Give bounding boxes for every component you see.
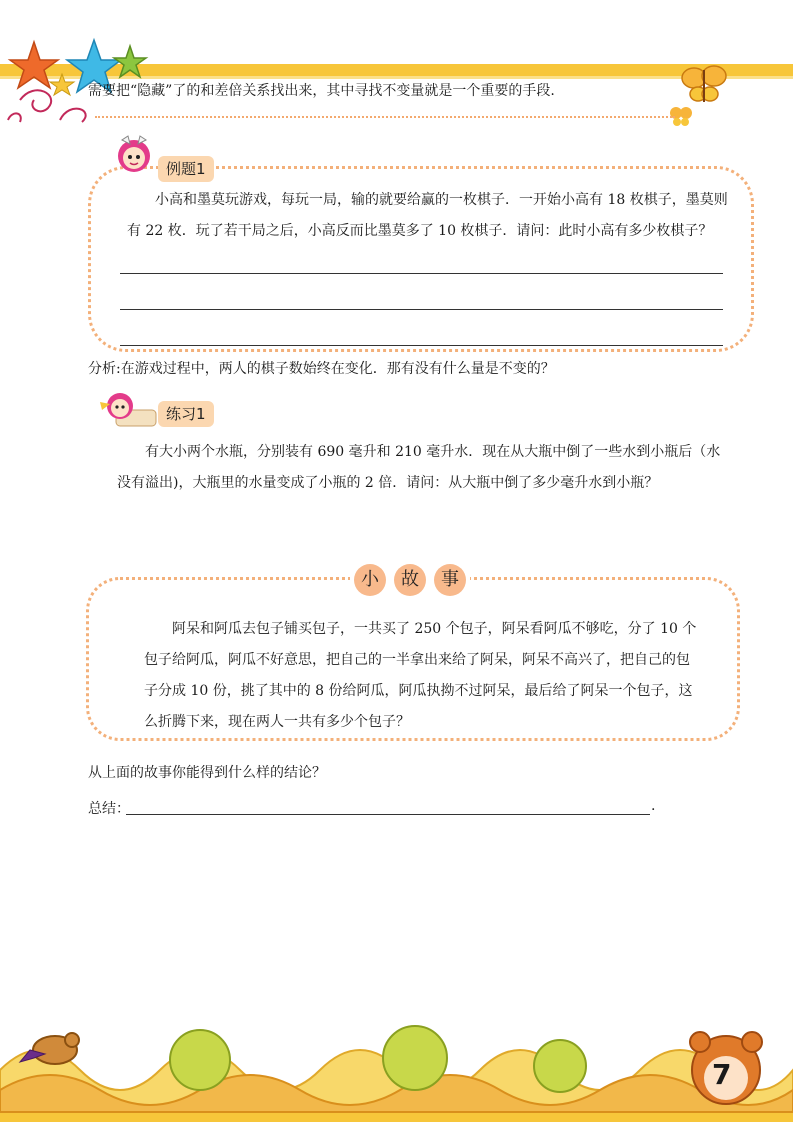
- bottom-wave-decoration: [0, 1010, 793, 1122]
- conclusion-question: 从上面的故事你能得到什么样的结论？: [88, 765, 326, 781]
- story-line-2: 包子给阿瓜，阿瓜不好意思，把自己的一半拿出来给了阿呆，阿呆不高兴了，把自己的包: [144, 652, 690, 668]
- summary-end: .: [651, 798, 656, 814]
- story-line-1: 阿呆和阿瓜去包子铺买包子，一共买了 250 个包子，阿呆看阿瓜不够吃，分了 10 个: [172, 621, 697, 637]
- practice-label: [158, 401, 214, 427]
- answer-line-2[interactable]: [120, 309, 723, 310]
- intro-text: 需要把“隐藏”了的和差倍关系找出来，其中寻找不变量就是一个重要的手段.: [88, 83, 555, 99]
- practice-line-1: 有大小两个水瓶，分别装有 690 毫升和 210 毫升水．现在从大瓶中倒了一些水到小瓶后（水: [145, 444, 721, 460]
- practice-label-text: 练习: [166, 405, 197, 423]
- cartoon-girl-scroll-icon: [96, 386, 160, 430]
- story-title: [350, 562, 470, 598]
- answer-line-3[interactable]: [120, 345, 723, 346]
- analysis-text: 分析:在游戏过程中，两人的棋子数始终在变化．那有没有什么量是不变的？: [88, 361, 555, 377]
- example-label-text: 例题: [166, 160, 197, 178]
- summary-answer-line[interactable]: [126, 814, 650, 815]
- example-number: 1: [196, 160, 206, 178]
- story-line-3: 子分成 10 份，挑了其中的 8 份给阿瓜，阿瓜执拗不过阿呆，最后给了阿呆一个包子，这: [144, 683, 693, 699]
- practice-number: 1: [196, 405, 206, 423]
- answer-line-1[interactable]: [120, 273, 723, 274]
- story-title-char-2: 故: [394, 564, 426, 596]
- page-number: 7: [712, 1058, 732, 1091]
- example-label: [158, 156, 214, 182]
- dotted-divider: [95, 116, 675, 118]
- example-line-2: 有 22 枚．玩了若干局之后，小高反而比墨莫多了 10 枚棋子．请问：此时小高有多少枚棋子？: [127, 223, 713, 239]
- summary-label: 总结：: [88, 801, 130, 817]
- story-line-4: 么折腾下来，现在两人一共有多少个包子？: [144, 714, 410, 730]
- practice-line-2: 没有溢出)，大瓶里的水量变成了小瓶的 2 倍．请问：从大瓶中倒了多少毫升水到小瓶？: [117, 475, 659, 491]
- story-title-char-3: 事: [434, 564, 466, 596]
- example-line-1: 小高和墨莫玩游戏，每玩一局，输的就要给赢的一枚棋子．一开始小高有 18 枚棋子，墨莫则: [155, 192, 728, 208]
- story-title-char-1: 小: [354, 564, 386, 596]
- butterfly-icon: [680, 62, 730, 106]
- cartoon-girl-icon: [110, 130, 158, 180]
